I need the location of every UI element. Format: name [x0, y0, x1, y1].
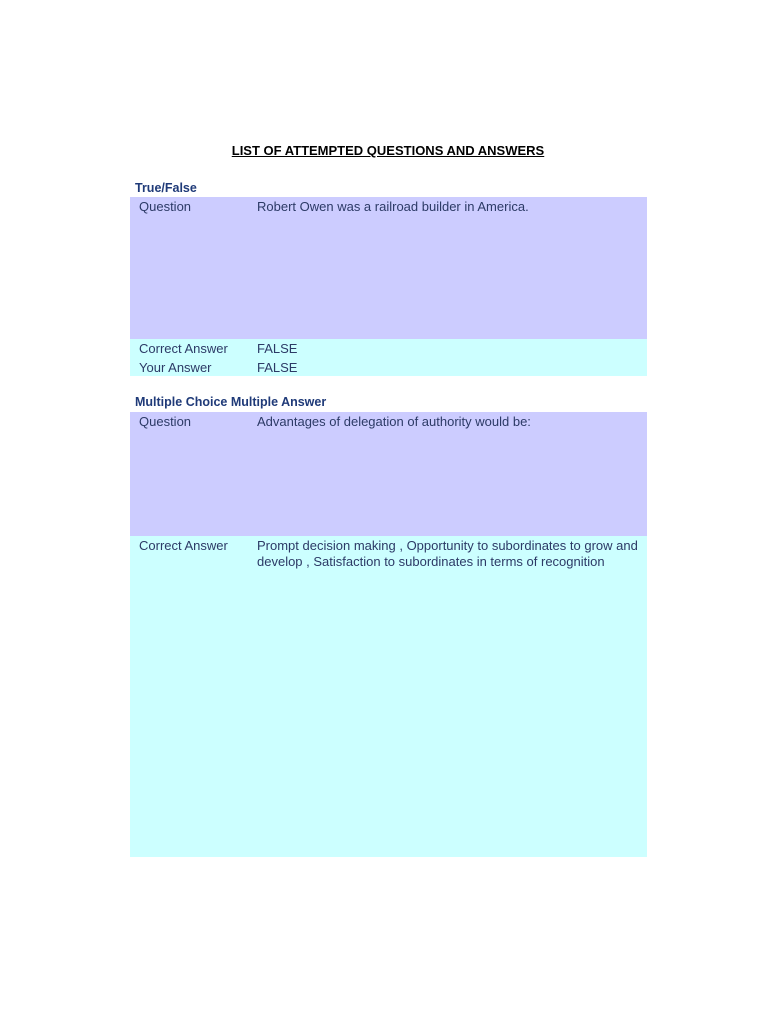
qa-block-multiple-choice	[130, 412, 647, 857]
correct-answer-value: Prompt decision making , Opportunity to subordinates to grow and develop , Satisfaction to subordinates in terms of recognition	[257, 538, 638, 569]
question-text: Robert Owen was a railroad builder in America.	[257, 199, 529, 214]
correct-answer-row	[130, 536, 647, 857]
question-label: Question	[139, 414, 192, 429]
correct-answer-value: FALSE	[257, 341, 298, 356]
your-answer-value: FALSE	[257, 360, 298, 375]
question-label: Question	[139, 199, 192, 214]
correct-answer-label: Correct Answer	[139, 538, 228, 553]
question-row	[130, 197, 647, 339]
your-answer-label: Your Answer	[139, 360, 212, 375]
section-heading-multiple-choice: Multiple Choice Multiple Answer	[135, 395, 327, 409]
qa-block-true-false	[130, 197, 647, 376]
section-heading-true-false: True/False	[135, 181, 197, 195]
correct-answer-row	[130, 339, 647, 358]
correct-answer-label: Correct Answer	[139, 341, 228, 356]
your-answer-row	[130, 358, 647, 376]
question-text: Advantages of delegation of authority would be:	[257, 414, 531, 429]
page-title: LIST OF ATTEMPTED QUESTIONS AND ANSWERS	[231, 143, 545, 158]
question-row	[130, 412, 647, 536]
